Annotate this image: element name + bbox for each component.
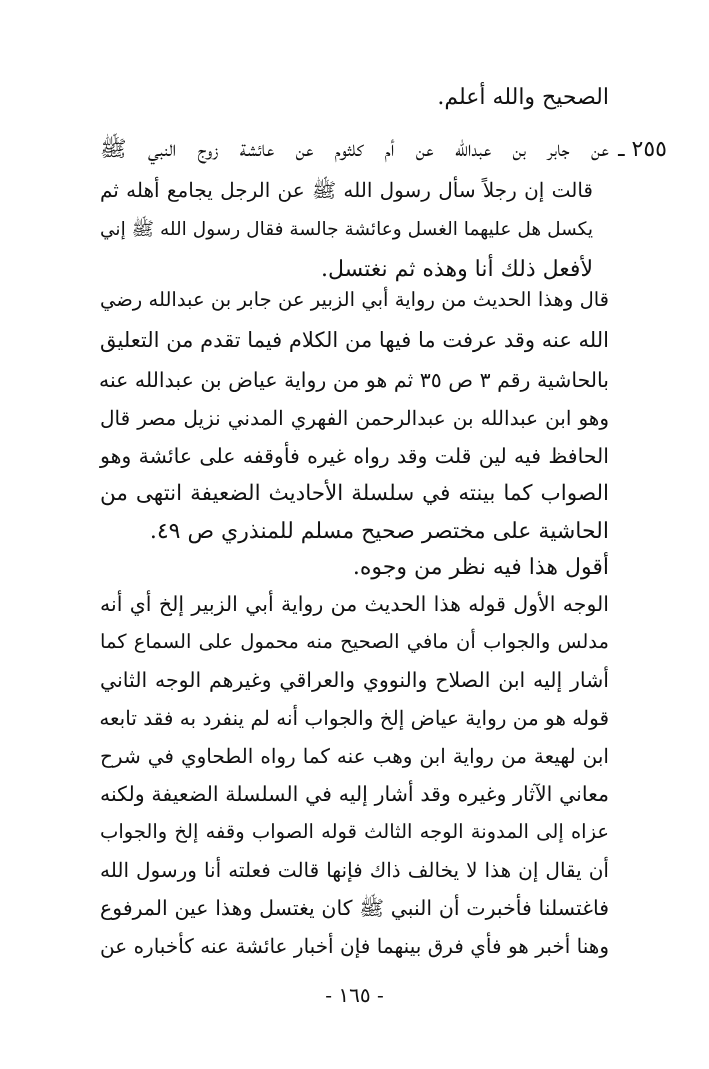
hadith-line: يكسل هل عليهما الغسل وعائشة جالسة فقال رسول الله ﷺ إني (100, 219, 593, 240)
response-line: فاغتسلنا فأخبرت أن النبي ﷺ كان يغتسل وهذا عين المرفوع (100, 896, 609, 920)
page-number: - ١٦٥ - (325, 983, 384, 1007)
hadith-line: لأفعل ذلك أنا وهذه ثم نغتسل. (320, 257, 593, 282)
hadith-number: ٢٥٥ ـ (618, 137, 667, 162)
response-line: أقول هذا فيه نظر من وجوه. (352, 555, 609, 580)
commentary-line: الصواب كما بينته في سلسلة الأحاديث الضعيفة انتهى من (100, 481, 609, 506)
hadith-line: عن جابر بن عبدالله عن أم كلثوم عن عائشة زوج النبي ﷺ (100, 137, 609, 162)
book-page (98, 0, 667, 1069)
commentary-line: الحاشية على مختصر صحيح مسلم للمنذري ص ٤٩. (149, 519, 609, 544)
response-line: أن يقال إن هذا لا يخالف ذاك فإنها قالت فعلته أنا ورسول الله (100, 858, 609, 882)
intro-line: الصحيح والله أعلم. (437, 85, 609, 110)
response-line: قوله هو من رواية عياض إلخ والجواب أنه لم ينفرد به فقد تابعه (99, 706, 609, 730)
commentary-line: بالحاشية رقم ٣ ص ٣٥ ثم هو من رواية عياض بن عبدالله عنه (98, 368, 609, 392)
response-line: عزاه إلى المدونة الوجه الثالث قوله الصواب وقفه إلخ والجواب (100, 820, 609, 843)
commentary-line: قال وهذا الحديث من رواية أبي الزبير عن جابر بن عبدالله رضي (100, 288, 609, 311)
commentary-line: الله عنه وقد عرفت ما فيها من الكلام فيما تقدم من التعليق (100, 328, 609, 352)
commentary-line: الحافظ فيه لين قلت وقد رواه غيره فأوقفه على عائشة وهو (100, 444, 609, 468)
hadith-line: قالت إن رجلاً سأل رسول الله ﷺ عن الرجل يجامع أهله ثم (100, 178, 593, 202)
response-line: ابن لهيعة من رواية ابن وهب عنه كما رواه الطحاوي في شرح (100, 744, 609, 768)
commentary-line: وهو ابن عبدالله بن عبدالرحمن الفهري المدني نزيل مصر قال (100, 406, 609, 430)
response-line: مدلس والجواب أن مافي الصحيح منه محمول على السماع كما (100, 630, 609, 653)
response-line: أشار إليه ابن الصلاح والنووي والعراقي وغيرهم الوجه الثاني (100, 668, 609, 692)
response-line: الوجه الأول قوله هذا الحديث من رواية أبي الزبير إلخ أي أنه (100, 592, 609, 616)
response-line: وهنا أخبر هو فأي فرق بينهما فإن أخبار عائشة عنه كأخباره عن (100, 934, 609, 958)
response-line: معاني الآثار وغيره وقد أشار إليه في السلسلة الضعيفة ولكنه (100, 782, 609, 806)
